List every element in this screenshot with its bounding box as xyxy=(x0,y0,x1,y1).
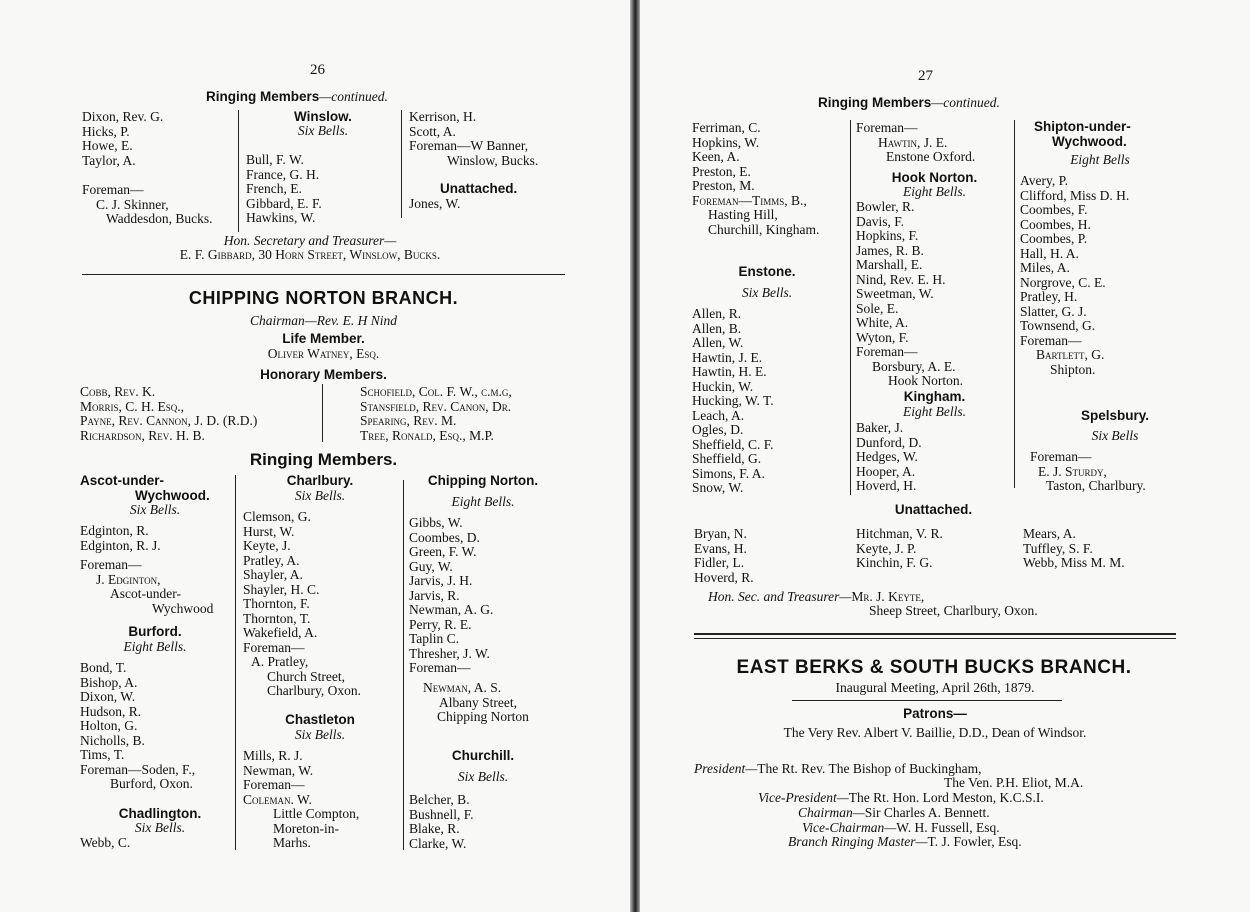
life-member-name: Oliver Watney, Esq. xyxy=(267,346,380,361)
list-line: Jarvis, J. H. xyxy=(409,573,473,588)
list-line: Wychwood xyxy=(152,600,214,616)
list-line: Bowler, R. xyxy=(856,199,915,214)
list-line: Tims, T. xyxy=(80,747,125,762)
honorary-members-right xyxy=(360,385,512,443)
list-line: Clemson, G. xyxy=(243,509,311,524)
list-line: Charlbury, Oxon. xyxy=(267,683,361,698)
list-line: Avery, P. xyxy=(1020,173,1068,188)
list-line: Sheffield, G. xyxy=(692,451,762,466)
list-line: Winslow, Bucks. xyxy=(447,152,539,168)
members-list xyxy=(82,110,163,168)
members-list xyxy=(80,661,195,792)
list-line: Foreman— xyxy=(856,344,918,359)
list-line: Preston, M. xyxy=(692,178,755,193)
bells-label: Six Bells. xyxy=(457,769,509,784)
list-line: Allen, R. xyxy=(692,306,742,321)
members-list xyxy=(1020,174,1129,377)
page-number: 26 xyxy=(310,62,325,78)
list-line: Bartlett, G. xyxy=(1036,347,1105,362)
patrons-line: The Very Rev. Albert V. Baillie, D.D., Dean of Windsor. xyxy=(783,725,1087,740)
bells-label: Eight Bells xyxy=(1070,152,1130,167)
hon-sec-name: E. F. Gibbard, 30 Horn Street, Winslow, Bucks. xyxy=(179,247,441,262)
members-list xyxy=(692,307,774,496)
list-line: Evans, H. xyxy=(694,540,747,556)
tower-title: Enstone. xyxy=(738,264,796,279)
list-line: Richardson, Rev. H. B. xyxy=(80,427,205,443)
tower-title: Chipping Norton. xyxy=(427,473,539,488)
list-line: Waddesdon, Bucks. xyxy=(106,211,213,226)
list-line: Bull, F. W. xyxy=(246,152,304,167)
members-list xyxy=(80,524,161,553)
bells-label: Eight Bells. xyxy=(903,184,966,199)
list-line: Miles, A. xyxy=(1020,260,1070,275)
ringing-master-text: T. J. Fowler, Esq. xyxy=(927,834,1022,849)
list-line: Ogles, D. xyxy=(692,422,744,437)
column-divider xyxy=(401,110,402,218)
list-line: Jarvis, R. xyxy=(409,587,460,603)
unattached-title: Unattached. xyxy=(440,181,518,196)
bells-label: Six Bells. xyxy=(294,488,346,503)
hon-sec-name: Mr. J. Keyte, xyxy=(851,589,925,604)
list-line: Marhs. xyxy=(273,835,311,850)
list-line: Wyton, F. xyxy=(856,329,909,345)
tower-title: Chadlington. xyxy=(118,806,202,821)
list-line: Simons, F. A. xyxy=(692,465,765,481)
list-line: Foreman— xyxy=(243,639,305,655)
list-line: Slatter, G. J. xyxy=(1020,303,1087,319)
list-line: White, A. xyxy=(856,315,909,330)
bells-label: Eight Bells. xyxy=(903,404,966,419)
list-line: Edginton, R. xyxy=(80,523,149,538)
list-line: Green, F. W. xyxy=(409,544,477,559)
honorary-title: Honorary Members. xyxy=(260,367,387,382)
members-list xyxy=(243,510,361,699)
header-italic: —continued. xyxy=(319,89,388,104)
list-line: Hoverd, H. xyxy=(856,478,917,493)
members-list xyxy=(80,836,130,851)
list-line: C. J. Skinner, xyxy=(96,196,169,212)
list-line: Baker, J. xyxy=(856,420,904,435)
members-list xyxy=(856,527,943,571)
list-line: Foreman—Soden, F., xyxy=(80,761,196,777)
members-list xyxy=(243,749,359,851)
list-line: Shipton-under- xyxy=(1034,119,1131,134)
list-line: Kinchin, F. G. xyxy=(856,555,933,570)
list-line: Hicks, P. xyxy=(82,123,130,139)
list-line: Taston, Charlbury. xyxy=(1046,478,1146,493)
tower-title: Hook Norton. xyxy=(891,170,978,185)
list-line: Scott, A. xyxy=(409,123,456,139)
list-line: Clifford, Miss D. H. xyxy=(1020,187,1130,203)
list-line: Hawtin, J. E. xyxy=(878,134,948,150)
list-line: Morris, C. H. Esq., xyxy=(80,398,185,414)
list-line: Edginton, R. J. xyxy=(80,537,161,553)
chairman-label: Chairman— xyxy=(798,805,865,820)
column-divider xyxy=(403,480,404,850)
vice-chairman-text: W. H. Fussell, Esq. xyxy=(896,820,1000,835)
foreman-block xyxy=(80,558,213,616)
list-line: Hoverd, R. xyxy=(694,569,754,585)
list-line: Newman, A. G. xyxy=(409,602,494,617)
list-line: Hitchman, V. R. xyxy=(856,526,943,541)
list-line: Hedges, W. xyxy=(856,449,918,464)
list-line: Pratley, H. xyxy=(1020,289,1078,304)
list-line: Stansfield, Rev. Canon, Dr. xyxy=(360,398,512,414)
list-line: Thornton, F. xyxy=(243,596,310,611)
list-line: Dixon, W. xyxy=(80,689,136,704)
list-line: Hudson, R. xyxy=(80,703,142,719)
list-line: Nicholls, B. xyxy=(80,732,145,748)
list-line: Sweetman, W. xyxy=(856,286,934,301)
header-bold: Ringing Members xyxy=(206,89,320,104)
list-line: Townsend, G. xyxy=(1020,318,1096,333)
hon-sec-title: Hon. Secretary and Treasurer— xyxy=(223,233,397,248)
list-line: Coombes, D. xyxy=(409,529,480,545)
list-line: Allen, W. xyxy=(692,335,744,350)
list-line: French, E. xyxy=(246,181,302,196)
list-line: Shipton. xyxy=(1050,361,1096,377)
list-line: Leach, A. xyxy=(692,407,745,423)
bells-label: Six Bells. xyxy=(741,285,793,300)
list-line: Gibbs, W. xyxy=(409,515,463,530)
list-line: Hawkins, W. xyxy=(246,210,316,225)
list-line: Schofield, Col. F. W., c.m.g, xyxy=(360,384,512,399)
section-header xyxy=(818,96,1000,111)
list-line: Albany Street, xyxy=(439,694,517,710)
members-list xyxy=(1030,450,1146,494)
list-line: Foreman— xyxy=(1030,449,1092,464)
members-list xyxy=(409,793,474,851)
list-line: Hook Norton. xyxy=(888,373,963,388)
tower-title xyxy=(1034,120,1131,149)
list-line: Little Compton, xyxy=(273,806,360,821)
tower-title: Chastleton xyxy=(285,712,355,727)
list-line: Snow, W. xyxy=(692,480,744,495)
list-line: Hasting Hill, xyxy=(708,207,778,222)
list-line: Hopkins, F. xyxy=(856,228,919,243)
list-line: Webb, C. xyxy=(80,835,131,850)
list-line: Ascot-under- xyxy=(110,586,181,601)
list-line: Clarke, W. xyxy=(409,835,467,851)
list-line: Foreman— xyxy=(1020,332,1082,348)
tower-title: Charlbury. xyxy=(286,473,354,488)
list-line: Allen, B. xyxy=(692,320,742,336)
tower-title: Kingham. xyxy=(903,389,966,404)
members-list xyxy=(856,421,922,494)
patrons-title: Patrons— xyxy=(903,706,967,721)
bells-label: Six Bells xyxy=(1091,428,1139,443)
hon-sec-address: Sheep Street, Charlbury, Oxon. xyxy=(869,603,1038,618)
president-label: President— xyxy=(694,761,758,776)
list-line: Thresher, J. W. xyxy=(409,645,490,661)
list-line: Shayler, A. xyxy=(243,567,303,582)
ringing-master-label: Branch Ringing Master— xyxy=(788,834,928,849)
bells-label: Six Bells. xyxy=(134,820,186,835)
list-line: Churchill, Kingham. xyxy=(708,221,820,237)
divider-rule xyxy=(694,638,1176,639)
header-bold: Ringing Members xyxy=(818,95,932,110)
list-line: Wychwood. xyxy=(135,487,210,503)
list-line: Foreman— xyxy=(80,557,142,572)
bells-label: Six Bells. xyxy=(294,727,346,742)
list-line: Foreman—Timms, B., xyxy=(692,192,807,208)
members-list xyxy=(409,516,493,676)
list-line: Holton, G. xyxy=(80,718,138,733)
list-line: Keen, A. xyxy=(692,149,740,164)
list-line: Taplin C. xyxy=(409,631,460,646)
members-list xyxy=(692,121,819,237)
list-line: Bond, T. xyxy=(80,660,127,675)
list-line: Hopkins, W. xyxy=(692,134,760,150)
members-list xyxy=(1023,527,1125,571)
list-line: Coombes, P. xyxy=(1020,231,1088,246)
chairman-text: Chairman—Rev. E. H Nind xyxy=(249,313,398,328)
chairman xyxy=(798,806,990,821)
list-line: James, R. B. xyxy=(856,242,924,258)
members-list xyxy=(694,527,754,585)
list-line: Spearing, Rev. M. xyxy=(360,413,457,428)
list-line: Belcher, B. xyxy=(409,792,470,807)
list-line: Church Street, xyxy=(267,668,345,684)
list-line: Hucking, W. T. xyxy=(692,393,774,408)
list-line: Foreman— xyxy=(856,120,918,135)
ringing-members-title: Ringing Members. xyxy=(249,450,398,469)
list-line: Hall, H. A. xyxy=(1020,245,1079,261)
page-number: 27 xyxy=(918,68,933,84)
foreman-block xyxy=(409,681,529,725)
tower-title: Winslow. xyxy=(294,109,352,124)
bells-label: Eight Bells. xyxy=(123,639,187,654)
members-list xyxy=(856,200,963,389)
list-line: Gibbard, E. F. xyxy=(246,195,322,211)
honorary-members-left xyxy=(80,385,257,443)
list-line: Foreman—W Banner, xyxy=(409,138,529,153)
list-line: Guy, W. xyxy=(409,558,453,574)
list-line: Coleman. W. xyxy=(243,791,312,807)
list-line: Cobb, Rev. K. xyxy=(80,384,156,399)
tower-title xyxy=(80,474,210,503)
column-divider xyxy=(1014,120,1015,488)
tower-title: Spelsbury. xyxy=(1080,408,1150,423)
president-line2: The Ven. P.H. Eliot, M.A. xyxy=(944,775,1084,790)
vice-chairman-label: Vice-Chairman— xyxy=(802,820,897,835)
list-line: Enstone Oxford. xyxy=(886,149,976,164)
list-line: Wychwood. xyxy=(1052,133,1127,149)
list-line: Bishop, A. xyxy=(80,674,138,690)
list-line: Nind, Rev. E. H. xyxy=(856,271,946,287)
list-line: Thornton, T. xyxy=(243,610,311,626)
list-line: Howe, E. xyxy=(82,138,133,153)
list-line: Ascot-under- xyxy=(80,473,164,488)
list-line: Dunford, D. xyxy=(856,434,922,450)
list-line: Preston, E. xyxy=(692,163,751,179)
vice-president-label: Vice-President— xyxy=(758,790,849,805)
list-line: Bushnell, F. xyxy=(409,806,474,822)
list-line: Mears, A. xyxy=(1023,526,1076,541)
foreman-block xyxy=(856,121,975,165)
list-line: Chipping Norton xyxy=(437,709,529,724)
bells-label: Six Bells. xyxy=(297,123,349,138)
list-line: Pratley, A. xyxy=(243,552,300,568)
list-line: Kerrison, H. xyxy=(409,109,477,124)
list-line: Wakefield, A. xyxy=(243,625,318,640)
life-member-title: Life Member. xyxy=(282,331,365,346)
bells-label: Eight Bells. xyxy=(451,494,515,509)
vice-president xyxy=(758,791,1044,806)
list-line: Ferriman, C. xyxy=(692,120,761,135)
tower-title: Churchill. xyxy=(451,748,515,763)
list-line: Foreman— xyxy=(82,182,144,197)
divider-rule xyxy=(792,700,1062,701)
list-line: Sheffield, C. F. xyxy=(692,436,774,452)
divider-rule xyxy=(694,633,1176,635)
header-italic: —continued. xyxy=(931,95,1000,110)
list-line: Tree, Ronald, Esq., M.P. xyxy=(360,427,494,443)
hon-sec-label: Hon. Sec. and Treasurer— xyxy=(708,589,852,604)
right-page xyxy=(640,0,1250,912)
divider-rule xyxy=(82,274,565,275)
list-line: Coombes, F. xyxy=(1020,202,1088,217)
column-divider xyxy=(235,475,236,850)
members-list xyxy=(409,197,460,212)
list-line: Hooper, A. xyxy=(856,463,916,479)
president-text: The Rt. Rev. The Bishop of Buckingham, xyxy=(757,761,982,776)
tower-title: Burford. xyxy=(128,624,182,639)
ringing-master xyxy=(788,835,1022,850)
list-line: J. Edginton, xyxy=(96,571,161,587)
list-line: Borsbury, A. E. xyxy=(872,358,956,374)
chairman xyxy=(82,314,565,329)
list-line: Mills, R. J. xyxy=(243,748,303,763)
members-list xyxy=(409,110,538,168)
list-line: Keyte, J. P. xyxy=(856,540,917,556)
list-line: Davis, F. xyxy=(856,213,905,229)
list-line: Hawtin, J. E. xyxy=(692,349,763,365)
section-header xyxy=(206,90,388,105)
list-line: Perry, R. E. xyxy=(409,616,472,632)
column-divider xyxy=(850,120,851,495)
list-line: Moreton-in- xyxy=(273,820,339,836)
list-line: Hurst, W. xyxy=(243,523,295,539)
list-line: Blake, R. xyxy=(409,821,460,836)
list-line: Fidler, L. xyxy=(694,555,745,570)
list-line: Coombes, H. xyxy=(1020,216,1091,232)
branch-title: EAST BERKS & SOUTH BUCKS BRANCH. xyxy=(736,657,1132,678)
list-line: Burford, Oxon. xyxy=(110,776,193,791)
president xyxy=(694,762,981,777)
list-line: Jones, W. xyxy=(409,196,461,211)
list-line: Marshall, E. xyxy=(856,257,923,272)
inaugural-meeting: Inaugural Meeting, April 26th, 1879. xyxy=(835,680,1035,695)
bells-label: Six Bells. xyxy=(129,502,181,517)
list-line: France, G. H. xyxy=(246,166,320,182)
list-line: Huckin, W. xyxy=(692,378,754,394)
column-divider xyxy=(238,110,239,232)
list-line: Foreman— xyxy=(243,777,305,792)
unattached-title: Unattached. xyxy=(894,502,973,517)
list-line: Tuffley, S. F. xyxy=(1023,540,1093,556)
list-line: E. J. Sturdy, xyxy=(1038,463,1107,479)
foreman-block xyxy=(82,183,213,227)
vice-president-text: The Rt. Hon. Lord Meston, K.C.S.I. xyxy=(848,790,1044,805)
list-line: A. Pratley, xyxy=(251,654,309,669)
list-line: Norgrove, C. E. xyxy=(1020,274,1106,290)
list-line: Keyte, J. xyxy=(243,538,291,553)
list-line: Foreman— xyxy=(409,660,471,675)
list-line: Shayler, H. C. xyxy=(243,581,320,597)
branch-title: CHIPPING NORTON BRANCH. xyxy=(188,288,459,308)
list-line: Payne, Rev. Cannon, J. D. (R.D.) xyxy=(80,413,258,428)
list-line: Newman, W. xyxy=(243,762,314,778)
list-line: Bryan, N. xyxy=(694,526,747,541)
list-line: Sole, E. xyxy=(856,300,899,316)
list-line: Taylor, A. xyxy=(82,152,136,168)
list-line: Webb, Miss M. M. xyxy=(1023,555,1125,570)
list-line: Hawtin, H. E. xyxy=(692,364,767,379)
members-list xyxy=(246,153,322,226)
book-gutter xyxy=(630,0,640,912)
list-line: Dixon, Rev. G. xyxy=(82,109,164,124)
column-divider xyxy=(322,384,323,442)
list-line: Newman, A. S. xyxy=(423,680,502,695)
chairman-text: Sir Charles A. Bennett. xyxy=(864,805,990,820)
